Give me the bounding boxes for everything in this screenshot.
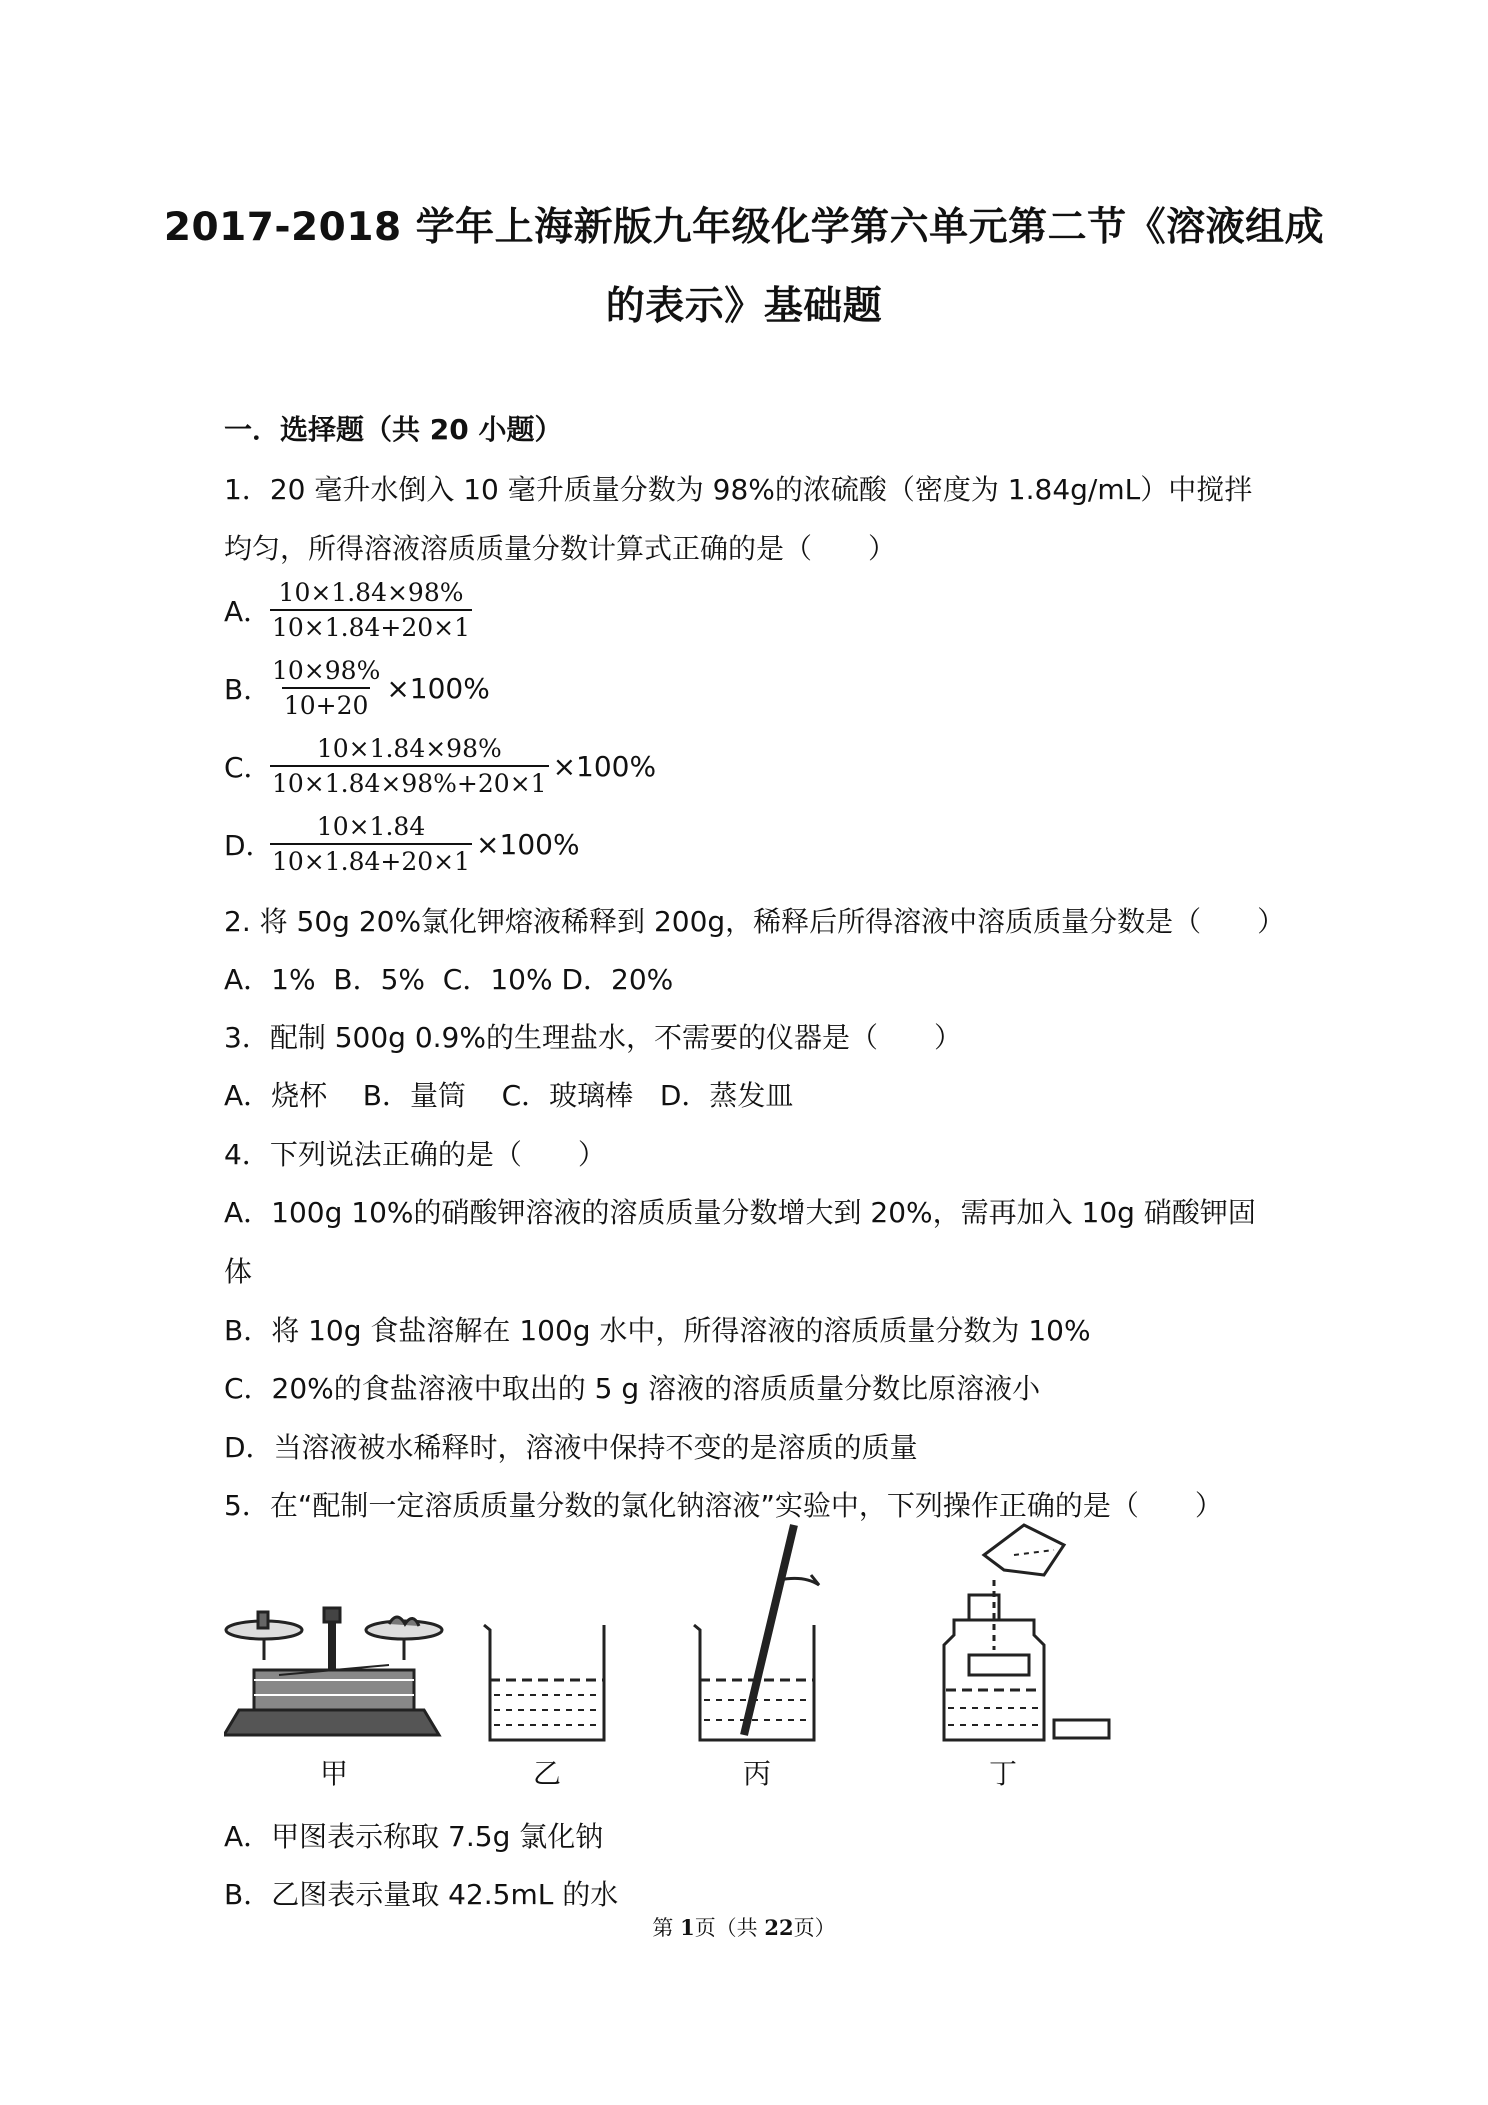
- fraction: [270, 656, 382, 720]
- beaker-illustration: [484, 1625, 604, 1740]
- q5-stem: 5．在“配制一定溶质质量分数的氯化钠溶液”实验中，下列操作正确的是（ ）: [224, 1489, 1223, 1522]
- fraction: [270, 578, 472, 642]
- multiplier: ×100%: [552, 749, 657, 783]
- denominator: 10+20: [282, 687, 371, 720]
- pouring-bottle-illustration: [944, 1525, 1109, 1740]
- option-label: D．: [224, 829, 274, 862]
- page-footer: [0, 1912, 1488, 1942]
- multiplier: ×100%: [476, 827, 580, 861]
- option-label: C．: [224, 751, 272, 784]
- document-title-line1: 2017-2018 学年上海新版九年级化学第六单元第二节《溶液组成: [163, 205, 1325, 250]
- figure-caption-jia: 甲: [320, 1757, 349, 1790]
- figure-caption-bing: 丙: [743, 1757, 772, 1790]
- q4-option-d[interactable]: D．当溶液被水稀释时，溶液中保持不变的是溶质的质量: [224, 1431, 918, 1464]
- q5-option-b[interactable]: B．乙图表示量取 42.5mL 的水: [224, 1878, 619, 1911]
- option-label: B．: [224, 673, 272, 706]
- figure-caption-ding: 丁: [989, 1757, 1018, 1790]
- balance-illustration: [224, 1608, 442, 1735]
- q5-option-a[interactable]: A．甲图表示称取 7.5g 氯化钠: [224, 1820, 604, 1853]
- denominator: 10×1.84×98%+20×1: [270, 765, 549, 798]
- section-heading: 一．选择题（共 20 小题）: [224, 413, 563, 446]
- q4-stem: 4．下列说法正确的是（ ）: [224, 1138, 606, 1171]
- denominator: 10×1.84+20×1: [270, 843, 472, 876]
- q4-option-a-line2[interactable]: 体: [224, 1255, 253, 1288]
- q5-apparatus-figure: [224, 1520, 1124, 1810]
- numerator: 10×1.84×98%: [316, 734, 502, 763]
- q1-stem-line2: 均匀，所得溶液溶质质量分数计算式正确的是（ ）: [224, 532, 897, 565]
- numerator: 10×1.84×98%: [278, 578, 464, 607]
- figure-caption-yi: 乙: [533, 1757, 562, 1790]
- total-pages: 22: [764, 1915, 794, 1940]
- q4-option-a-line1[interactable]: A．100g 10%的硝酸钾溶液的溶质质量分数增大到 20%，需再加入 10g 硝酸钾固: [224, 1196, 1256, 1229]
- q4-option-c[interactable]: C．20%的食盐溶液中取出的 5 g 溶液的溶质质量分数比原溶液小: [224, 1372, 1041, 1405]
- apparatus-drawing: [224, 1520, 1124, 1770]
- q2-choices[interactable]: A．1% B．5% C．10% D．20%: [224, 963, 674, 996]
- denominator: 10×1.84+20×1: [270, 609, 472, 642]
- q1-option-d[interactable]: [224, 812, 580, 876]
- q1-option-c[interactable]: [224, 734, 656, 798]
- q3-choices[interactable]: A．烧杯 B．量筒 C．玻璃棒 D．蒸发皿: [224, 1079, 794, 1112]
- numerator: 10×98%: [272, 656, 381, 685]
- q3-stem: 3．配制 500g 0.9%的生理盐水，不需要的仪器是（ ）: [224, 1021, 962, 1054]
- footer-prefix: 第: [652, 1916, 681, 1940]
- q1-stem-line1: 1．20 毫升水倒入 10 毫升质量分数为 98%的浓硫酸（密度为 1.84g/mL）中搅拌: [224, 473, 1253, 506]
- footer-suffix: 页）: [793, 1916, 836, 1940]
- fraction: [270, 734, 549, 798]
- numerator: 10×1.84: [316, 812, 426, 841]
- fraction: [270, 812, 472, 876]
- footer-middle: 页（共: [694, 1916, 765, 1940]
- q1-option-b[interactable]: [224, 656, 490, 720]
- q1-option-a[interactable]: [224, 578, 472, 642]
- page-number: 1: [680, 1915, 695, 1940]
- document-title-line2: 的表示》基础题: [605, 284, 883, 329]
- q4-option-b[interactable]: B．将 10g 食盐溶解在 100g 水中，所得溶液的溶质质量分数为 10%: [224, 1314, 1091, 1347]
- stirring-beaker-illustration: [694, 1525, 819, 1740]
- q2-stem: 2. 将 50g 20%氯化钾熔液稀释到 200g，稀释后所得溶液中溶质质量分数是（ ）: [224, 905, 1286, 938]
- multiplier: ×100%: [386, 671, 490, 705]
- option-label: A．: [224, 595, 272, 628]
